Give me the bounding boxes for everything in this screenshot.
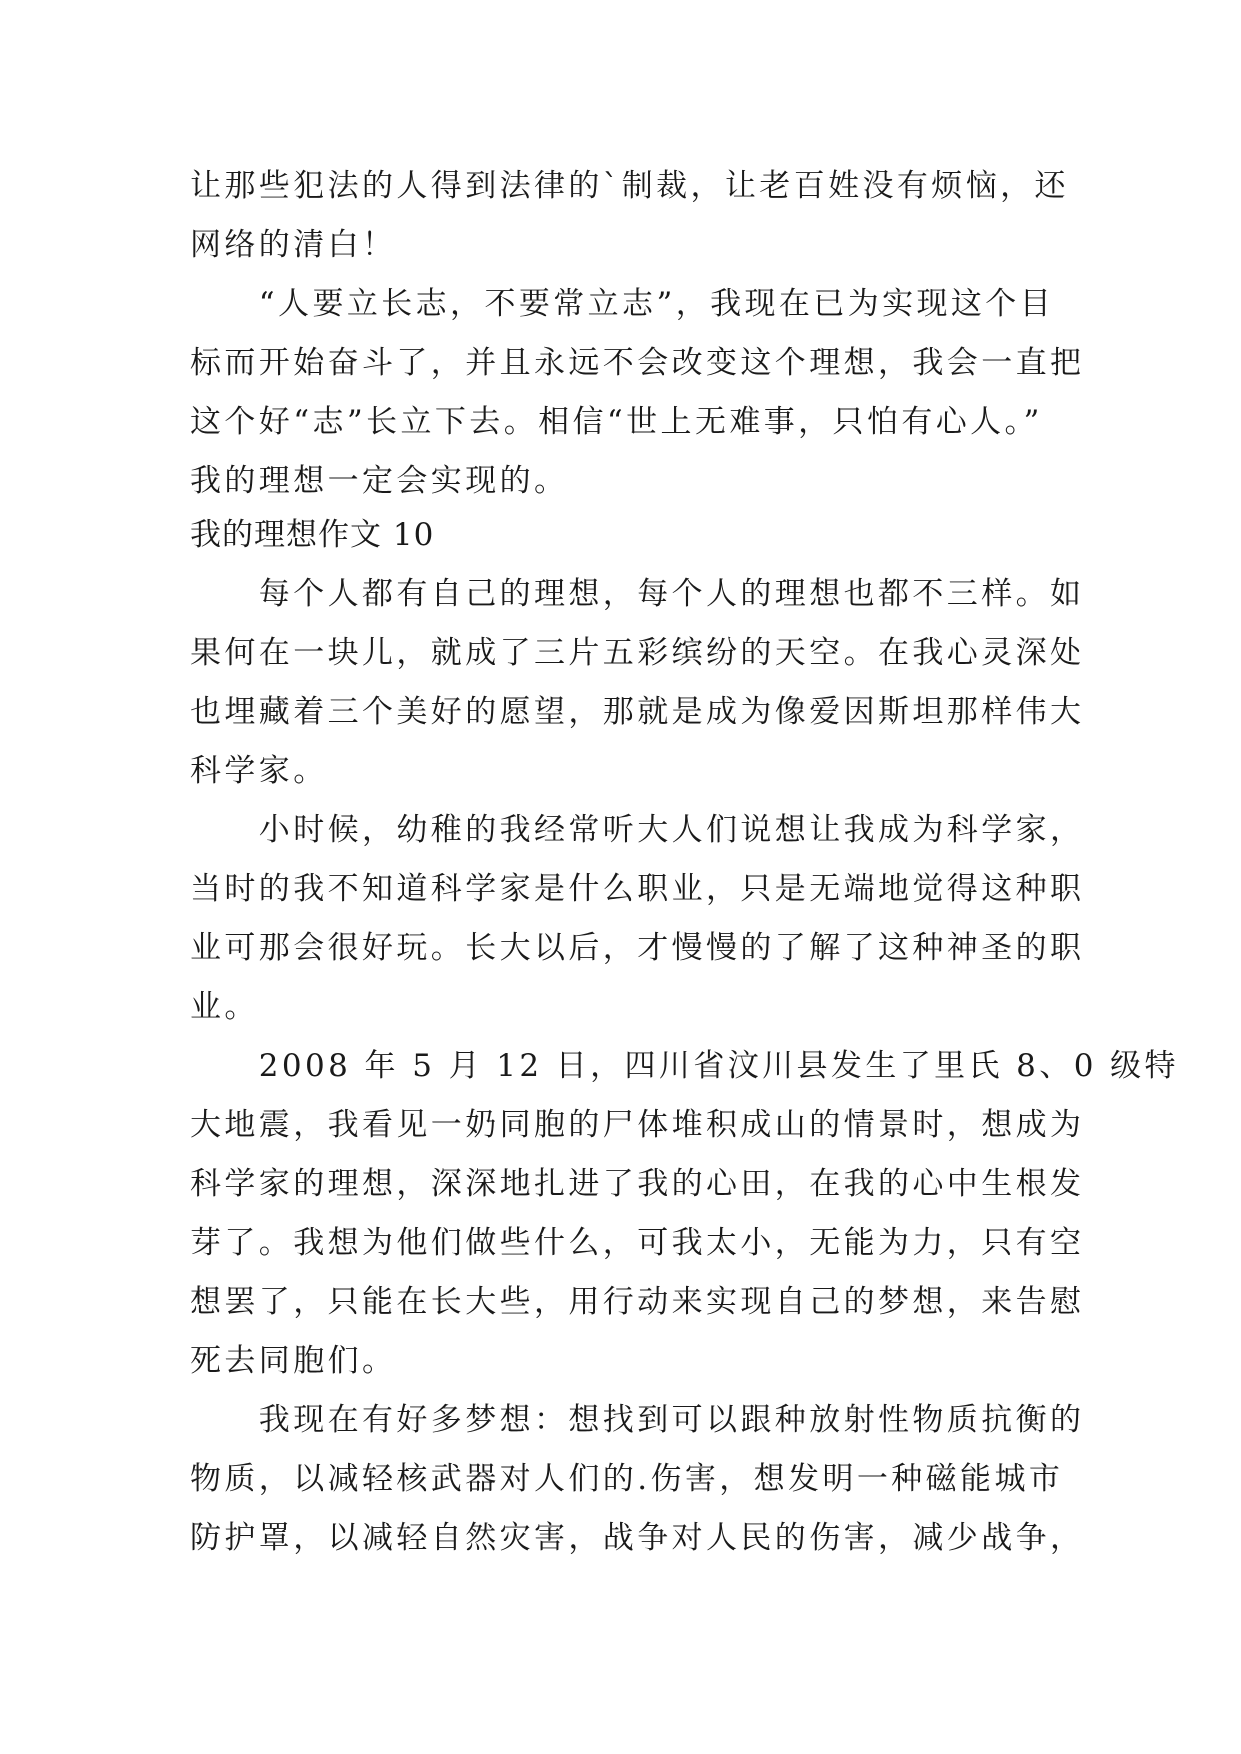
text-line: 当时的我不知道科学家是什么职业，只是无端地觉得这种职 (190, 871, 1085, 907)
text-line: 物质，以减轻核武器对人们的.伤害，想发明一种磁能城市 (190, 1461, 1064, 1497)
text-line: 果何在一块儿，就成了三片五彩缤纷的天空。在我心灵深处 (190, 635, 1085, 671)
text-line: 网络的清白！ (190, 227, 397, 263)
text-line: 科学家的理想，深深地扎进了我的心田，在我的心中生根发 (190, 1166, 1085, 1202)
text-line: 标而开始奋斗了，并且永远不会改变这个理想，我会一直把 (190, 345, 1085, 381)
text-line: 每个人都有自己的理想，每个人的理想也都不三样。如 (190, 576, 1085, 612)
text-line: 也埋藏着三个美好的愿望，那就是成为像爱因斯坦那样伟大 (190, 694, 1085, 730)
section-heading: 我的理想作文 10 (190, 517, 435, 553)
text-line: 我现在有好多梦想：想找到可以跟种放射性物质抗衡的 (190, 1402, 1085, 1438)
text-line: “人要立长志，不要常立志”，我现在已为实现这个目 (190, 286, 1055, 322)
text-line: 我的理想一定会实现的。 (190, 463, 569, 499)
text-line: 想罢了，只能在长大些，用行动来实现自己的梦想，来告慰 (190, 1284, 1085, 1320)
text-line: 科学家。 (190, 753, 328, 789)
text-line: 防护罩，以减轻自然灾害，战争对人民的伤害，减少战争， (190, 1520, 1085, 1556)
text-line: 芽了。我想为他们做些什么，可我太小，无能为力，只有空 (190, 1225, 1085, 1261)
text-line: 业。 (190, 989, 259, 1025)
text-line: 2008 年 5 月 12 日，四川省汶川县发生了里氏 8、0 级特 (190, 1048, 1179, 1084)
text-line: 业可那会很好玩。长大以后，才慢慢的了解了这种神圣的职 (190, 930, 1085, 966)
text-line: 大地震，我看见一奶同胞的尸体堆积成山的情景时，想成为 (190, 1107, 1085, 1143)
text-line: 让那些犯法的人得到法律的`制裁，让老百姓没有烦恼，还 (190, 168, 1069, 204)
text-line: 小时候，幼稚的我经常听大人们说想让我成为科学家， (190, 812, 1085, 848)
text-line: 这个好“志”长立下去。相信“世上无难事，只怕有心人。” (190, 404, 1043, 440)
text-line: 死去同胞们。 (190, 1343, 397, 1379)
